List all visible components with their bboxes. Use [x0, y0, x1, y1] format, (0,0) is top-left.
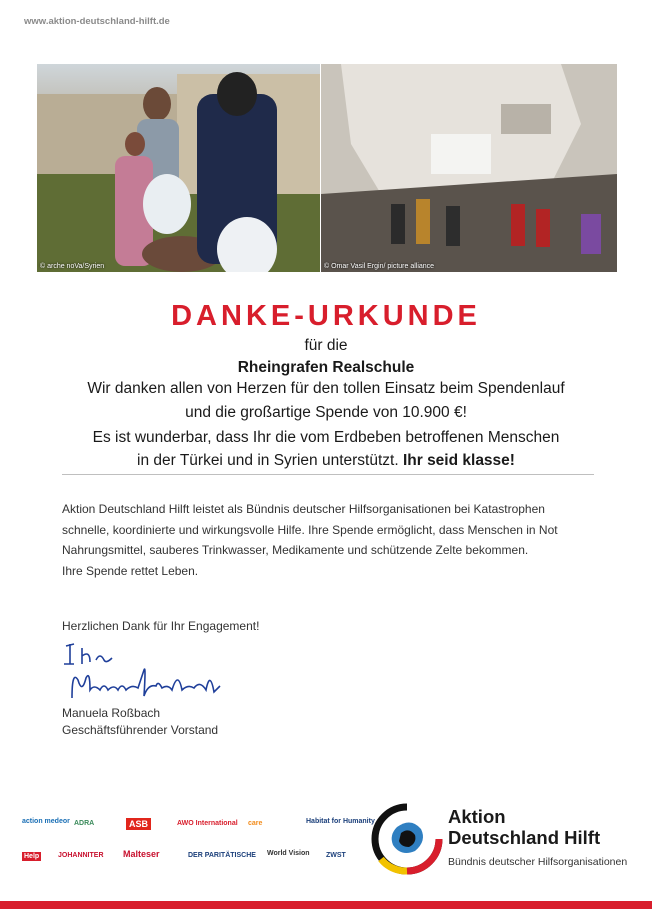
bottom-accent-bar — [0, 901, 652, 909]
divider — [62, 474, 594, 475]
aid-distribution-illustration — [37, 64, 320, 272]
website-url: www.aktion-deutschland-hilft.de — [24, 16, 170, 27]
photo-aid-distribution — [37, 64, 320, 272]
partner-logo-johanniter: JOHANNITER — [58, 852, 104, 859]
school-name: Rheingrafen Realschule — [237, 359, 415, 376]
partner-logo-world-vision: World Vision — [267, 850, 310, 857]
partner-logo-habitat: Habitat for Humanity — [306, 818, 375, 825]
aktion-deutschland-hilft-logo-icon — [371, 803, 443, 877]
partner-logo-awo: AWO International — [177, 820, 238, 827]
partner-logo-adra: ADRA — [74, 820, 95, 827]
thanks-line-4-text: in der Türkei und in Syrien unterstützt. — [137, 452, 399, 469]
photo-credit-right: © Omar Vasil Ergin/ picture alliance — [324, 263, 435, 270]
brand-subtitle: Bündnis deutscher Hilfsorganisationen — [448, 856, 628, 868]
thanks-line-3: Es ist wunderbar, dass Ihr die vom Erdbeben betroffenen Menschen — [92, 429, 560, 446]
partner-logo-asb: ASB — [126, 818, 151, 830]
partner-logo-help: Help — [24, 853, 40, 860]
earthquake-rescue-illustration — [321, 64, 617, 272]
body-line-2: schnelle, koordinierte und wirkungsvolle Hilfe. Ihre Spende ermöglicht, dass Menschen in Not — [62, 522, 558, 537]
body-line-3: Nahrungsmittel, sauberes Trinkwasser, Medikamente und schützende Zelte bekommen. — [62, 543, 529, 557]
body-line-4: Ihre Spende rettet Leben. — [62, 563, 199, 578]
thanks-line-4-bold: Ihr seid klasse! — [402, 452, 515, 469]
body-line-1: Aktion Deutschland Hilft leistet als Bündnis deutscher Hilfsorganisationen bei Katastrophen — [62, 502, 545, 516]
partner-logo-care: care — [248, 820, 263, 827]
certificate-for: für die — [304, 337, 348, 354]
brand-name-line-1: Aktion — [448, 806, 506, 827]
thanks-line-1: Wir danken allen von Herzen für den tollen Einsatz beim Spendenlauf — [87, 380, 565, 397]
photo-credit-left: © arche noVa/Syrien — [40, 263, 105, 270]
partner-logo-paritaetische: DER PARITÄTISCHE — [188, 852, 256, 859]
brand-name — [448, 806, 600, 848]
thanks-line-4 — [0, 452, 652, 470]
body-paragraph — [62, 499, 602, 581]
thanks-line-2: und die großartige Spende von 10.900 €! — [185, 404, 467, 421]
signer-name: Manuela Roßbach — [62, 706, 161, 720]
brand-name-line-2: Deutschland Hilft — [448, 827, 601, 848]
signer-block — [62, 705, 218, 739]
certificate-title: DANKE-URKUNDE — [171, 300, 481, 332]
photo-earthquake-rescue — [321, 64, 617, 272]
partner-logo-zwst: ZWST — [326, 852, 346, 859]
closing-thanks: Herzlichen Dank für Ihr Engagement! — [62, 619, 260, 633]
partner-logo-malteser: Malteser — [123, 849, 160, 859]
signer-role: Geschäftsführender Vorstand — [62, 723, 219, 737]
handwritten-signature — [60, 640, 240, 708]
partner-logo-action-medeor: action medeor — [22, 818, 70, 825]
